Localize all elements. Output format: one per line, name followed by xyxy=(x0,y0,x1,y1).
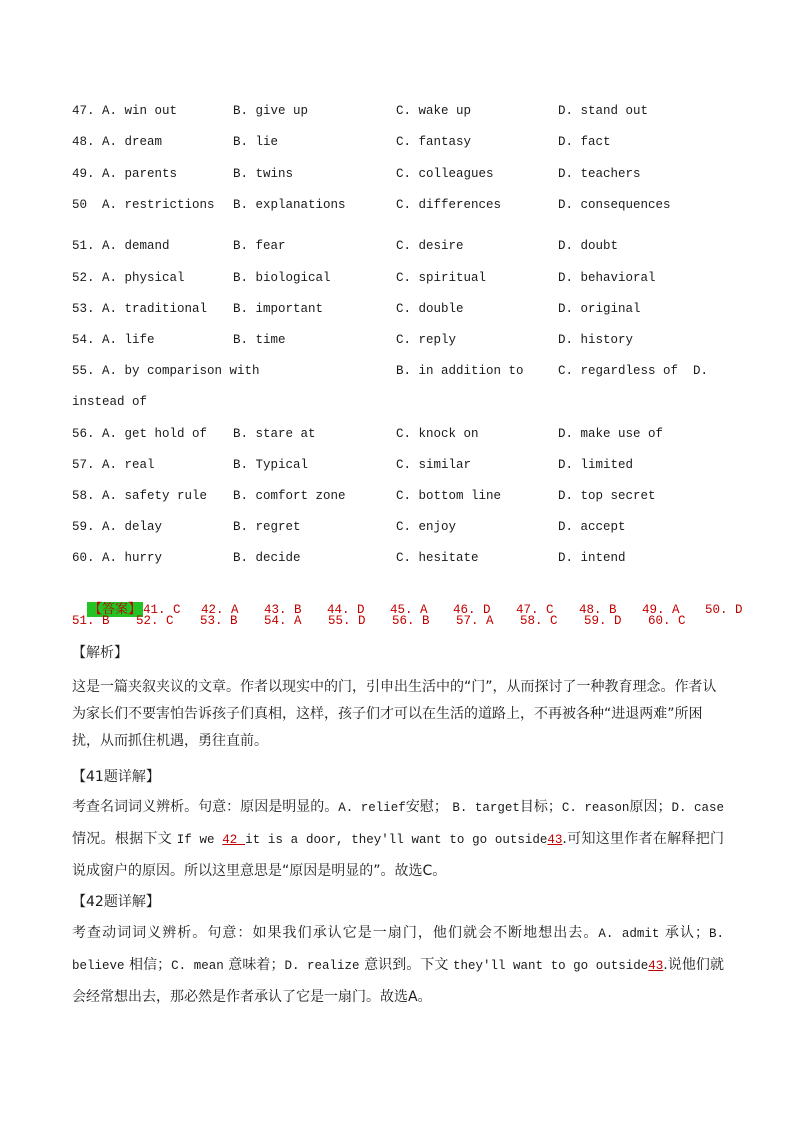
answer-line-1 xyxy=(72,580,745,617)
q42-conclusion: .说他们就会经常想出去，那必然是作者承认了它是一扇门。故选A。 xyxy=(72,957,724,1005)
question-option-a: 57. A. real xyxy=(72,458,155,472)
question-option-d: D. teachers xyxy=(558,167,641,181)
answer-item: 56. B xyxy=(392,614,430,628)
question-option-d: D. limited xyxy=(558,458,634,472)
question-option-c: C. enjoy xyxy=(396,520,457,534)
question-option-c: C. bottom line xyxy=(396,489,502,503)
question-option-b: B. decide xyxy=(233,551,301,565)
question-option-c: C. fantasy xyxy=(396,135,472,149)
q42-option-c-cn: 意味着； xyxy=(228,957,285,973)
q41-label: 【41题详解】 xyxy=(72,769,160,785)
question-option-d: D. history xyxy=(558,333,634,347)
answer-item: 57. A xyxy=(456,614,494,628)
q41-option-c-cn: 原因； xyxy=(629,799,672,815)
answer-item: 59. D xyxy=(584,614,622,628)
question-option-b: B. lie xyxy=(233,135,279,149)
q41-option-b: B. target xyxy=(452,801,520,815)
answer-line-2 xyxy=(72,611,712,631)
answer-item: 58. C xyxy=(520,614,558,628)
question-option-b: B. give up xyxy=(233,104,309,118)
question-option-a: 49. A. parents xyxy=(72,167,178,181)
question-option-d: D. top secret xyxy=(558,489,656,503)
question-option-c: C. reply xyxy=(396,333,457,347)
q41-quote-1: If we xyxy=(176,833,223,847)
q41-option-d-cn: 情况。根据下文 xyxy=(72,831,177,847)
answer-item: 43. B xyxy=(264,603,302,617)
question-option-d: C. regardless of D. xyxy=(558,364,709,378)
answer-label: 【答案】 xyxy=(89,602,142,617)
question-option-d: D. make use of xyxy=(558,427,664,441)
question-option-b: B. time xyxy=(233,333,286,347)
question-option-a: 58. A. safety rule xyxy=(72,489,208,503)
question-option-a: 60. A. hurry xyxy=(72,551,163,565)
question-option-b: B. biological xyxy=(233,271,331,285)
q42-label: 【42题详解】 xyxy=(72,894,160,910)
analysis-label: 【解析】 xyxy=(72,645,128,661)
answer-item: 45. A xyxy=(390,603,428,617)
question-option-a: 55. A. by comparison with xyxy=(72,364,260,378)
q41-quote-2: it is a door, they'll want to go outside xyxy=(245,833,548,847)
answer-item: 48. B xyxy=(579,603,617,617)
analysis-text: 这是一篇夹叙夹议的文章。作者以现实中的门，引申出生活中的“门”，从而探讨了一种教育理念。作者认为家长们不要害怕告诉孩子们真相，这样，孩子们才可以在生活的道路上，不再被各种“进退两难”所困扰，从而抓住机遇，勇往直前。 xyxy=(72,679,717,749)
q41-blank-42: 42 xyxy=(222,833,246,847)
question-option-c: C. desire xyxy=(396,239,464,253)
answer-item: 47. C xyxy=(516,603,554,617)
question-option-a: 56. A. get hold of xyxy=(72,427,208,441)
question-option-c: C. double xyxy=(396,302,464,316)
q42-option-d-cn: 意识到。下文 xyxy=(364,957,453,973)
q41-explanation xyxy=(72,792,724,887)
question-option-d: D. consequences xyxy=(558,198,671,212)
answer-item: 50. D xyxy=(705,603,743,617)
question-option-c: C. wake up xyxy=(396,104,472,118)
answer-item: 42. A xyxy=(201,603,239,617)
question-option-d: D. intend xyxy=(558,551,626,565)
question-option-c: C. similar xyxy=(396,458,472,472)
question-option-c: C. spiritual xyxy=(396,271,487,285)
question-option-a: 47. A. win out xyxy=(72,104,178,118)
answer-item: 54. A xyxy=(264,614,302,628)
question-option-a: 54. A. life xyxy=(72,333,155,347)
question-option-c: C. differences xyxy=(396,198,502,212)
q41-option-a-cn: 安慰； xyxy=(405,799,448,815)
question-option-a: 59. A. delay xyxy=(72,520,163,534)
question-option-b: B. important xyxy=(233,302,324,316)
question-option-d: D. behavioral xyxy=(558,271,656,285)
q42-quote: they'll want to go outside xyxy=(452,959,649,973)
question-option-b: B. comfort zone xyxy=(233,489,346,503)
question-option-a: 48. A. dream xyxy=(72,135,163,149)
answer-item: 55. D xyxy=(328,614,366,628)
question-option-c: C. colleagues xyxy=(396,167,494,181)
answer-item: 53. B xyxy=(200,614,238,628)
q42-blank-43: 43 xyxy=(648,959,664,973)
answer-item: 41. C xyxy=(143,603,181,617)
question-option-d: D. fact xyxy=(558,135,611,149)
question-option-d: D. accept xyxy=(558,520,626,534)
q41-intro: 考查名词词义辨析。句意：原因是明显的。 xyxy=(72,799,339,815)
answer-item: 52. C xyxy=(136,614,174,628)
answer-item: 60. C xyxy=(648,614,686,628)
q42-explanation xyxy=(72,918,724,1013)
answer-item: 44. D xyxy=(327,603,365,617)
question-option-d: D. stand out xyxy=(558,104,649,118)
answer-item: 46. D xyxy=(453,603,491,617)
question-option-c: B. in addition to xyxy=(396,364,524,378)
question-option-a: 50 A. restrictions xyxy=(72,198,215,212)
question-option-a: 51. A. demand xyxy=(72,239,170,253)
question-option-b: B. explanations xyxy=(233,198,346,212)
q41-option-a: A. relief xyxy=(338,801,406,815)
question-option-c: C. hesitate xyxy=(396,551,479,565)
question-option-b: B. twins xyxy=(233,167,294,181)
q41-blank-43: 43 xyxy=(547,833,563,847)
q42-option-a-cn: 承认； xyxy=(664,925,709,941)
question-option-d: D. original xyxy=(558,302,641,316)
question-option-b: B. fear xyxy=(233,239,286,253)
q41-conclusion: .可知这里作者在解释把门说成窗户的原因。所以这里意思是“原因是明显的”。故选C。 xyxy=(72,831,724,879)
q41-option-d: D. case xyxy=(671,801,725,815)
q42-intro: 考查动词词义辨析。句意：如果我们承认它是一扇门，他们就会不断地想出去。 xyxy=(72,925,599,941)
answer-item: 51. B xyxy=(72,614,110,628)
answer-item: 49. A xyxy=(642,603,680,617)
question-option-a: 52. A. physical xyxy=(72,271,185,285)
question-option-a: 53. A. traditional xyxy=(72,302,208,316)
question-option-d: D. doubt xyxy=(558,239,619,253)
question-option-c: C. knock on xyxy=(396,427,479,441)
question-option-b: B. Typical xyxy=(233,458,309,472)
q41-option-b-cn: 目标； xyxy=(519,799,562,815)
q41-option-c: C. reason xyxy=(561,801,630,815)
q42-option-d: D. realize xyxy=(284,959,360,973)
question-option-b: B. regret xyxy=(233,520,301,534)
q42-option-a: A. admit xyxy=(598,927,660,941)
q42-option-c: C. mean xyxy=(171,959,224,973)
question-option-b: B. stare at xyxy=(233,427,316,441)
question-option-a: instead of xyxy=(72,395,148,409)
q42-option-b-cn: 相信； xyxy=(129,957,172,973)
q42-option-b: B. believe xyxy=(72,927,725,973)
